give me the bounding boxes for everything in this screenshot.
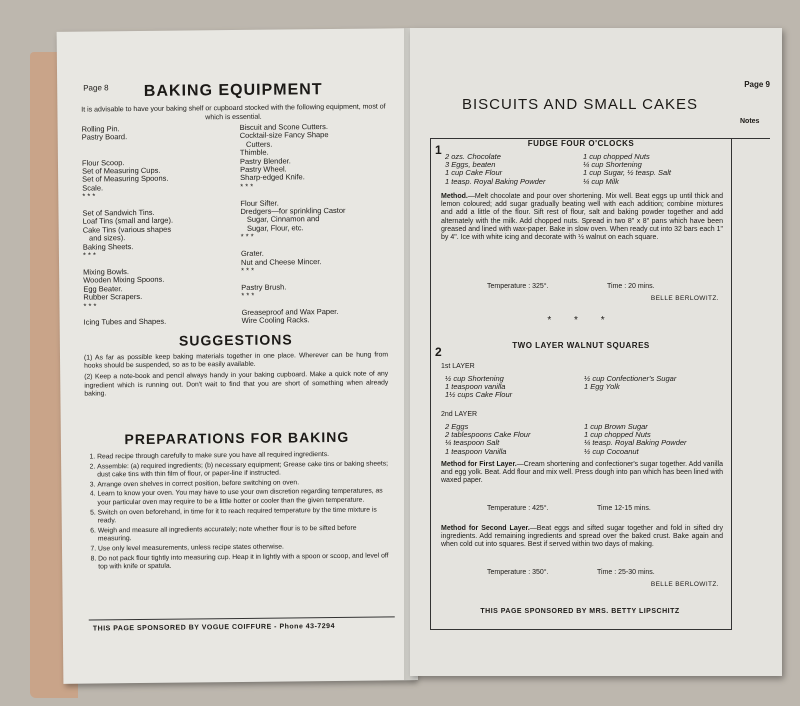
layer-label: 2nd LAYER (441, 411, 478, 418)
page-number: Page 8 (83, 83, 109, 93)
recipe-separator: * * * (547, 315, 615, 326)
recipe-number: 1 (435, 143, 442, 157)
list-line: ½ cup Confectioner's Sugar (584, 374, 677, 383)
list-line: ¼ teaspoon Salt (445, 438, 500, 448)
list-line: Flour Sifter. (240, 198, 279, 208)
notes-rule (730, 138, 770, 139)
ingredients-left (445, 153, 583, 186)
list-line: 2 tablespoons Cake Flour (445, 430, 531, 440)
list-line: Loaf Tins (small and large). (82, 216, 174, 227)
recipe-method (441, 525, 723, 550)
list-line: Sugar, Cinnamon and (240, 214, 320, 225)
list-line: ½ cup Cocoanut (584, 446, 639, 456)
list-line: Egg Beater. (83, 283, 123, 294)
equipment-title: BAKING EQUIPMENT (143, 81, 323, 100)
list-line: Nut and Cheese Mincer. (240, 256, 322, 267)
preparations-title: PREPARATIONS FOR BAKING (124, 428, 350, 448)
layer-label: 1st LAYER (441, 363, 475, 370)
ingredients-right (584, 423, 723, 456)
sponsor-rule (89, 616, 395, 620)
list-line: Rubber Scrapers. (83, 292, 143, 302)
list-line: 1 cup Cake Flour (445, 168, 503, 178)
ingredients-left (445, 423, 584, 456)
list-line: 1 teaspoon vanilla (445, 382, 506, 392)
preparation-step: 5. Switch on oven beforehand, in time for it to reach required temperature by the time mixture is ready. (98, 506, 390, 526)
notes-label: Notes (740, 118, 760, 125)
list-line: Cutters. (239, 139, 273, 149)
preparation-step: 8. Do not pack flour tightly into measuring cup. Heap it in lightly with a spoon or scoop, and level off top with knife or spatula. (98, 552, 390, 572)
list-line: ¼ teasp. Royal Baking Powder (584, 438, 687, 448)
preparations-list (97, 450, 390, 573)
sponsor-line: THIS PAGE SPONSORED BY MRS. BETTY LIPSCHITZ (480, 608, 680, 615)
section-title: BISCUITS AND SMALL CAKES (461, 96, 698, 113)
method-label: Method for First Layer. (441, 461, 517, 468)
recipe-ingredients (445, 153, 721, 186)
preparation-step: 6. Weigh and measure all ingredients accurately; note whether flour is to be sifted before measuring. (98, 524, 390, 544)
preparation-step: 1. Read recipe through carefully to make sure you have all required ingredients. (97, 450, 389, 462)
list-line: Pastry Wheel. (239, 164, 287, 174)
list-line: Sharp-edged Knife. (240, 172, 305, 183)
ingredients-right (584, 375, 723, 400)
list-line: Baking Sheets. (82, 241, 134, 252)
recipe-number: 2 (435, 345, 442, 359)
list-line: Cake Tins (various shapes (82, 224, 172, 235)
list-line: Scale. (82, 183, 104, 193)
list-line: Greaseproof and Wax Paper. (241, 306, 339, 317)
list-line: Set of Measuring Spoons. (82, 174, 169, 185)
left-page (57, 28, 416, 684)
page-number: Page 9 (744, 80, 770, 89)
right-page (410, 28, 782, 676)
suggestions-title: SUGGESTIONS (178, 331, 293, 349)
list-line: * * * (82, 191, 96, 201)
list-line: 1 cup chopped Nuts (583, 152, 650, 161)
list-line: ½ cup Shortening (445, 374, 504, 383)
recipe-method (441, 193, 723, 242)
recipe-time: Time 12-15 mins. (597, 505, 651, 512)
recipe-title: TWO LAYER WALNUT SQUARES (512, 341, 650, 350)
suggestions-list (74, 348, 399, 401)
recipe-temperature: Temperature : 325°. (487, 283, 549, 290)
equipment-intro: It is advisable to have your baking shelf or cupboard stocked with the following equipment, most of which is essential. (81, 103, 386, 122)
method-text: —Cream shortening and confectioner's sugar together. Add vanilla and egg yolk. Beat. Add flour and mix well. Press dough into pan which has been lined with waxed paper. (441, 461, 723, 485)
list-line: 1 Egg Yolk (584, 382, 620, 392)
list-line: * * * (240, 181, 254, 191)
recipe-box (430, 138, 732, 630)
list-line: Wire Cooling Racks. (241, 315, 310, 326)
preparation-step: 3. Arrange oven shelves in correct position, before switching on oven. (97, 478, 389, 490)
list-line: 1½ cups Cake Flour (445, 390, 513, 400)
list-line: Wooden Mixing Spoons. (83, 275, 165, 285)
list-line: 3 Eggs, beaten (445, 160, 496, 170)
recipe-author: BELLE BERLOWITZ. (650, 295, 719, 302)
layer1-ingredients (445, 375, 723, 400)
suggestion-item: (2) Keep a note-book and pencil always handy in your baking cupboard. Make a quick note of any ingredient which is running out. Don't wait to find that you are short of something when already baking. (84, 370, 389, 398)
equipment-column-1 (82, 124, 242, 327)
method-text: —Beat eggs and sifted sugar together and fold in sifted dry ingredients. Add remaining ingredients and spread over the baked crust. Bake again and when cold cut into squares. Best if served within two days of making. (441, 525, 723, 549)
list-line: * * * (241, 265, 255, 275)
list-line: Icing Tubes and Shapes. (83, 317, 167, 327)
equipment-column-2 (240, 122, 400, 325)
list-line: Pastry Board. (81, 132, 128, 143)
preparation-step: 7. Use only level measurements, unless recipe states otherwise. (98, 542, 390, 554)
list-line: 2 Eggs (445, 422, 469, 431)
list-line: Set of Measuring Cups. (82, 165, 161, 176)
list-line: Pastry Blender. (239, 156, 291, 166)
list-line: 1 teaspoon Vanilla (445, 446, 507, 456)
list-line: Cocktail-size Fancy Shape (239, 130, 329, 141)
recipe-author: BELLE BERLOWITZ. (650, 581, 719, 588)
list-line: 1 cup Sugar, ½ teasp. Salt (583, 168, 671, 178)
list-line: * * * (241, 290, 255, 301)
recipe-time: Time : 25-30 mins. (597, 569, 655, 576)
method-label: Method. (441, 193, 468, 200)
recipe-method (441, 461, 723, 486)
list-line: ¼ cup Milk (583, 176, 619, 186)
list-line: * * * (82, 250, 96, 260)
list-line: Grater. (240, 248, 264, 259)
list-line: 2 ozs. Chocolate (445, 152, 501, 161)
list-line: Flour Scoop. (81, 157, 125, 168)
list-line: Sugar, Flour, etc. (240, 223, 304, 233)
list-line: Set of Sandwich Tins. (82, 207, 155, 218)
list-line: 1 cup chopped Nuts (584, 430, 651, 440)
ingredients-right (583, 153, 721, 186)
layer2-ingredients (445, 423, 723, 456)
method-label: Method for Second Layer. (441, 525, 530, 532)
list-line: * * * (83, 300, 97, 311)
sponsor-line: THIS PAGE SPONSORED BY VOGUE COIFFURE - Phone 43-7294 (92, 622, 335, 633)
list-line: Rolling Pin. (81, 124, 120, 134)
equipment-list (82, 122, 400, 327)
recipe-temperature: Temperature : 425°. (487, 505, 549, 512)
list-line: Mixing Bowls. (83, 267, 130, 277)
recipe-temperature: Temperature : 350°. (487, 569, 549, 576)
list-line: * * * (240, 232, 254, 242)
suggestion-item: (1) As far as possible keep baking materials together in one place. Wherever can be hung from hooks should be suspended, so as to be easily available. (83, 351, 389, 370)
ingredients-left (445, 375, 584, 400)
list-line: Biscuit and Scone Cutters. (239, 122, 329, 132)
list-line: Thimble. (239, 147, 269, 158)
preparation-step: 2. Assemble: (a) required ingredients; (b) necessary equipment; Grease cake tins or baking sheets; dust cake tins with thin film of flour, or paper-line if instructed. (97, 460, 389, 480)
list-line: Pastry Brush. (241, 282, 287, 292)
list-line: ¼ cup Shortening (583, 160, 642, 170)
preparation-step: 4. Learn to know your oven. You may have to use your own discretion regarding temperatures, as your particular oven may require to be a little hotter or cooler than the given temperature. (97, 488, 389, 508)
recipe-time: Time : 20 mins. (607, 283, 655, 290)
method-text: —Melt chocolate and pour over shortening. Mix well. Beat eggs up until thick and lemon coloured; add sugar gradually beating well with each addition; combine mixtures and add a little of the flour. Sift rest of flour, salt and baking powder together and add alternately with the milk. Add chopped nuts. Spread in two 8" x 8" pans which have been greased and lined with wax-paper. Bake in slow oven. When ready cut into 32 bars each 1" by 4". Ice with white icing and decorate with ½ walnut on each square. (441, 193, 723, 242)
recipe-title: FUDGE FOUR O'CLOCKS (527, 139, 635, 148)
list-line: and sizes). (82, 233, 126, 243)
list-line: 1 cup Brown Sugar (584, 422, 648, 431)
list-line: Dredgers—for sprinkling Castor (240, 205, 346, 217)
list-line: 1 teasp. Royal Baking Powder (445, 176, 546, 186)
